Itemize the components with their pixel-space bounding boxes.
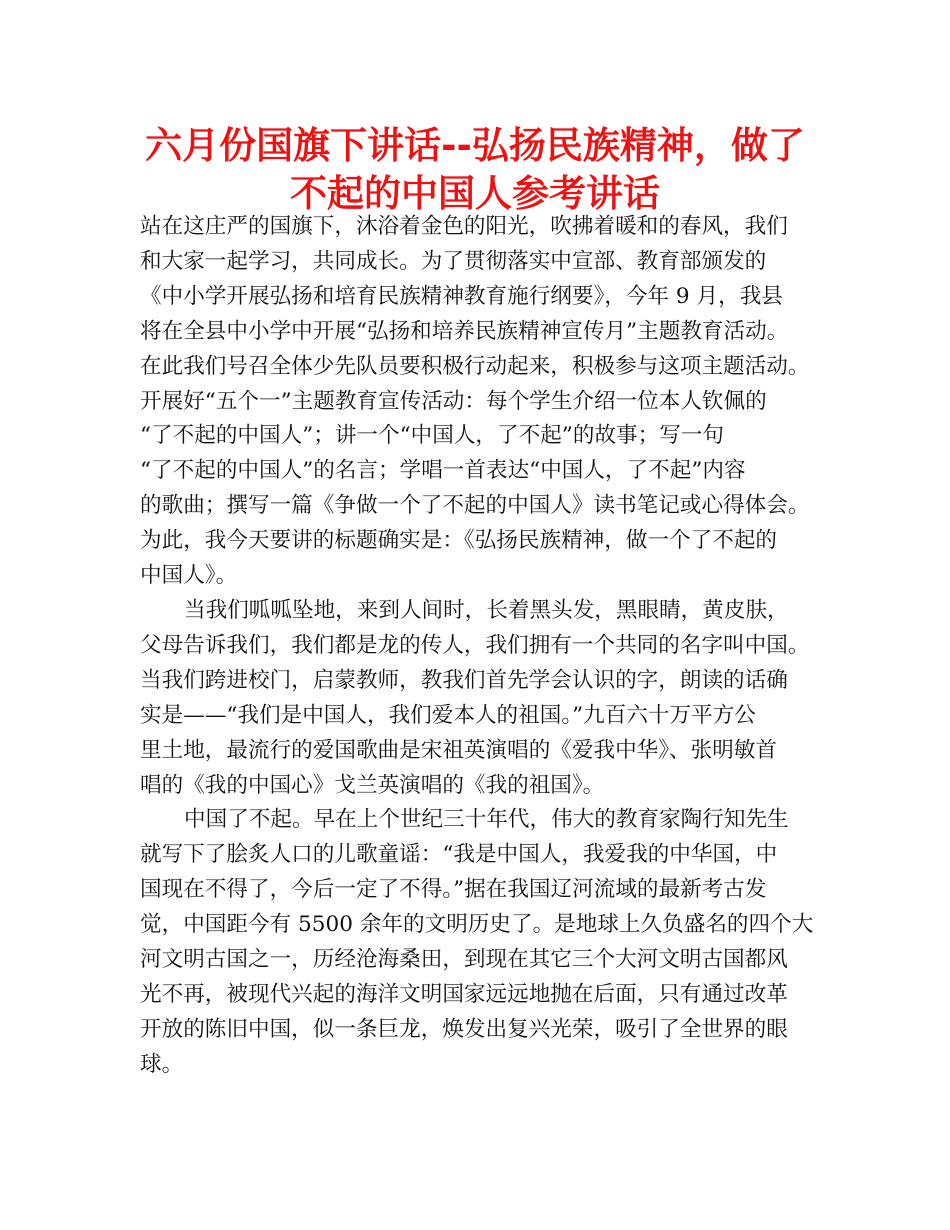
paragraph-3-line-7: 开放的陈旧中国，似一条巨龙，焕发出复兴光荣，吸引了全世界的眼 [140, 1016, 788, 1042]
paragraph-3-line-4: 觉，中国距今有 5500 余年的文明历史了。是地球上久负盛名的四个大 [140, 912, 814, 938]
document-title [100, 122, 850, 218]
paragraph-3-line-1: 中国了不起。早在上个世纪三十年代，伟大的教育家陶行知先生 [184, 807, 789, 833]
paragraph-2 [140, 594, 830, 803]
paragraph-3-line-2: 就写下了脍炙人口的儿歌童谣：“我是中国人，我爱我的中华国，中 [140, 842, 778, 868]
paragraph-1-line-4: 将在全县中小学中开展“弘扬和培养民族精神宣传月”主题教育活动。 [140, 318, 789, 344]
paragraph-3-line-5: 河文明古国之一，历经沧海桑田，到现在其它三个大河文明古国都风 [140, 947, 788, 973]
paragraph-1-line-1: 站在这庄严的国旗下，沐浴着金色的阳光，吹拂着暖和的春风，我们 [140, 214, 788, 239]
paragraph-1-line-9: 的歌曲；撰写一篇《争做一个了不起的中国人》读书笔记或心得体会。 [140, 493, 810, 519]
paragraph-1-line-5: 在此我们号召全体少先队员要积极行动起来，积极参与这项主题活动。 [140, 353, 810, 379]
paragraph-1-line-7: “了不起的中国人”；讲一个“中国人，了不起”的故事；写一句 [140, 423, 725, 449]
paragraph-1-line-6: 开展好“五个一”主题教育宣传活动：每个学生介绍一位本人钦佩的 [140, 388, 767, 414]
paragraph-1 [140, 210, 830, 594]
paragraph-1-line-8: “了不起的中国人”的名言；学唱一首表达“中国人，了不起”内容 [140, 458, 746, 484]
paragraph-2-line-4: 实是——“我们是中国人，我们爱本人的祖国。”九百六十万平方公 [140, 702, 756, 728]
paragraph-2-line-2: 父母告诉我们，我们都是龙的传人，我们拥有一个共同的名字叫中国。 [140, 632, 810, 658]
title-line-1: 六月份国旗下讲话--弘扬民族精神，做了 [145, 124, 805, 167]
paragraph-1-line-2: 和大家一起学习，共同成长。为了贯彻落实中宣部、教育部颁发的 [140, 248, 767, 274]
paragraph-1-line-10: 为此，我今天要讲的标题确实是：《弘扬民族精神，做一个了不起的 [140, 528, 778, 554]
paragraph-2-line-5: 里土地，最流行的爱国歌曲是宋祖英演唱的《爱我中华》、张明敏首 [140, 737, 778, 763]
paragraph-2-line-6: 唱的《我的中国心》戈兰英演唱的《我的祖国》。 [140, 772, 605, 798]
paragraph-3-line-3: 国现在不得了，今后一定了不得。”据在我国辽河流域的最新考古发 [140, 877, 767, 903]
paragraph-1-line-3: 《中小学开展弘扬和培育民族精神教育施行纲要》，今年 9 月，我县 [140, 283, 783, 309]
title-line-2: 不起的中国人参考讲话 [290, 172, 660, 215]
document-body [140, 210, 830, 1083]
paragraph-3-line-6: 光不再，被现代兴起的海洋文明国家远远地抛在后面，只有通过改革 [140, 981, 788, 1007]
paragraph-3-line-8: 球。 [140, 1051, 184, 1077]
paragraph-2-line-1: 当我们呱呱坠地，来到人间时，长着黑头发，黑眼睛，黄皮肤， [184, 597, 789, 623]
paragraph-1-line-11: 中国人》。 [140, 563, 238, 589]
paragraph-2-line-3: 当我们跨进校门，启蒙教师，教我们首先学会认识的字，朗读的话确 [140, 667, 788, 693]
paragraph-3 [140, 803, 830, 1082]
